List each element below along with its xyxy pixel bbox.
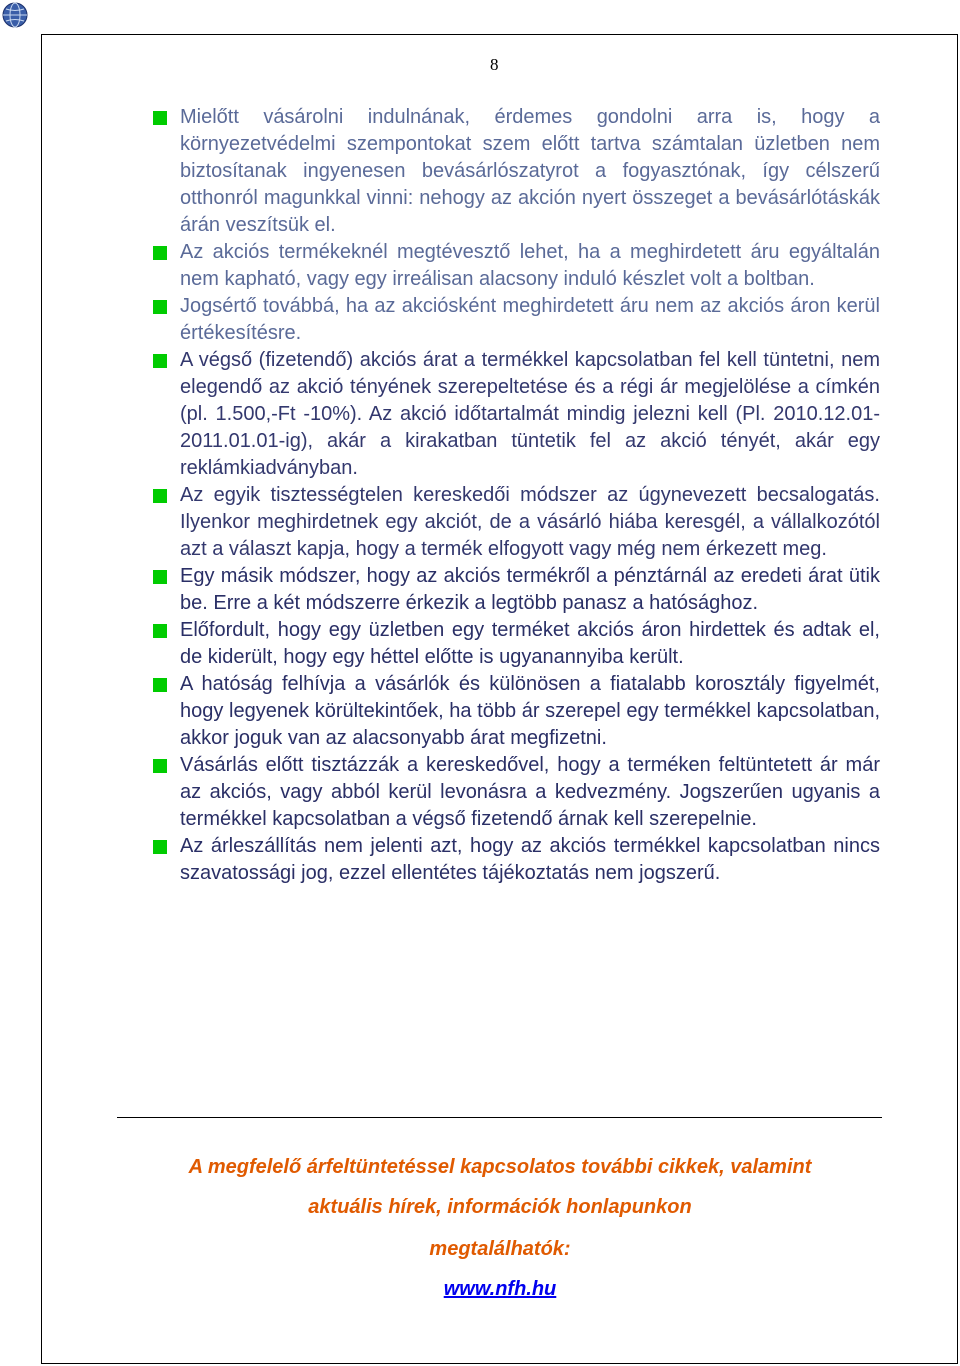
bullet-square-icon <box>153 840 167 854</box>
bullet-square-icon <box>153 354 167 368</box>
bullet-text: A végső (fizetendő) akciós árat a termékkel kapcsolatban fel kell tüntetni, nem elegendő az akció tényének szerepeltetése és a régi ár megjelölése a címkén (pl. 1.500,-Ft -10%). Az akció időtartalmát mindig jelezni kell (Pl. 2010.12.01-2011.01.01-ig), akár a kirakatban tüntetik fel az akció tényét, akár egy reklámkiadványban. <box>180 349 880 479</box>
bullet-item <box>153 752 880 833</box>
bullet-item <box>153 833 880 887</box>
footer-line-2: aktuális hírek, információk honlapunkon <box>308 1196 692 1218</box>
bullet-item <box>153 671 880 752</box>
bullet-text: Vásárlás előtt tisztázzák a kereskedővel, hogy a terméken feltüntetett ár már az akciós, vagy abból kerül levonásra a kedvezmény. Jogszerűen ugyanis a termékkel kapcsolatban a végső fizetendő árnak kell szerepelnie. <box>180 754 880 830</box>
bullet-list <box>153 104 880 887</box>
bullet-item <box>153 617 880 671</box>
bullet-text: Az akciós termékeknél megtévesztő lehet, ha a meghirdetett áru egyáltalán nem kapható, vagy egy irreálisan alacsony induló készlet volt a boltban. <box>180 241 880 290</box>
bullet-square-icon <box>153 570 167 584</box>
bullet-square-icon <box>153 678 167 692</box>
bullet-square-icon <box>153 624 167 638</box>
bullet-item <box>153 293 880 347</box>
bullet-text: Az árleszállítás nem jelenti azt, hogy az akciós termékkel kapcsolatban nincs szavatossági jog, ezzel ellentétes tájékoztatás nem jogszerű. <box>180 835 880 884</box>
website-link[interactable]: www.nfh.hu <box>443 1278 557 1300</box>
bullet-text: A hatóság felhívja a vásárlók és különösen a fiatalabb korosztály figyelmét, hogy legyenek körültekintőek, ha több ár szerepel egy termékkel kapcsolatban, akkor joguk van az alacsonyabb árat megfizetni. <box>180 673 880 749</box>
bullet-square-icon <box>153 489 167 503</box>
page-number: 8 <box>490 55 499 74</box>
bullet-text: Egy másik módszer, hogy az akciós termékről a pénztárnál az eredeti árat ütik be. Erre a két módszerre érkezik a legtöbb panasz a hatósághoz. <box>180 565 880 614</box>
bullet-text: Az egyik tisztességtelen kereskedői módszer az úgynevezett becsalogatás. Ilyenkor meghirdetnek egy akciót, de a vásárló hiába keresgél, a vállalkozótól azt a választ kapja, hogy a termék elfogyott vagy még nem érkezett meg. <box>180 484 880 560</box>
bullet-item <box>153 563 880 617</box>
bullet-item <box>153 482 880 563</box>
footer-line-1: A megfelelő árfeltüntetéssel kapcsolatos további cikkek, valamint <box>188 1156 812 1178</box>
globe-logo-icon <box>2 2 28 28</box>
divider <box>117 1117 882 1118</box>
bullet-text: Jogsértő továbbá, ha az akciósként meghirdetett áru nem az akciós áron kerül értékesítésre. <box>180 295 880 344</box>
bullet-square-icon <box>153 246 167 260</box>
bullet-item <box>153 239 880 293</box>
bullet-square-icon <box>153 759 167 773</box>
footer-line-3: megtalálhatók: <box>429 1238 571 1260</box>
bullet-square-icon <box>153 111 167 125</box>
bullet-text: Előfordult, hogy egy üzletben egy terméket akciós áron hirdettek és adtak el, de kiderült, hogy egy héttel előtte is ugyanannyiba került. <box>180 619 880 668</box>
bullet-text: Mielőtt vásárolni indulnának, érdemes gondolni arra is, hogy a környezetvédelmi szempontokat szem előtt tartva számtalan üzletben nem biztosítanak ingyenesen bevásárlószatyrot a fogyasztónak, így célszerű otthonról magunkkal vinni: nehogy az akción nyert összeget a bevásárlótáskák árán veszítsük el. <box>180 106 880 236</box>
bullet-square-icon <box>153 300 167 314</box>
bullet-item <box>153 347 880 482</box>
bullet-item <box>153 104 880 239</box>
